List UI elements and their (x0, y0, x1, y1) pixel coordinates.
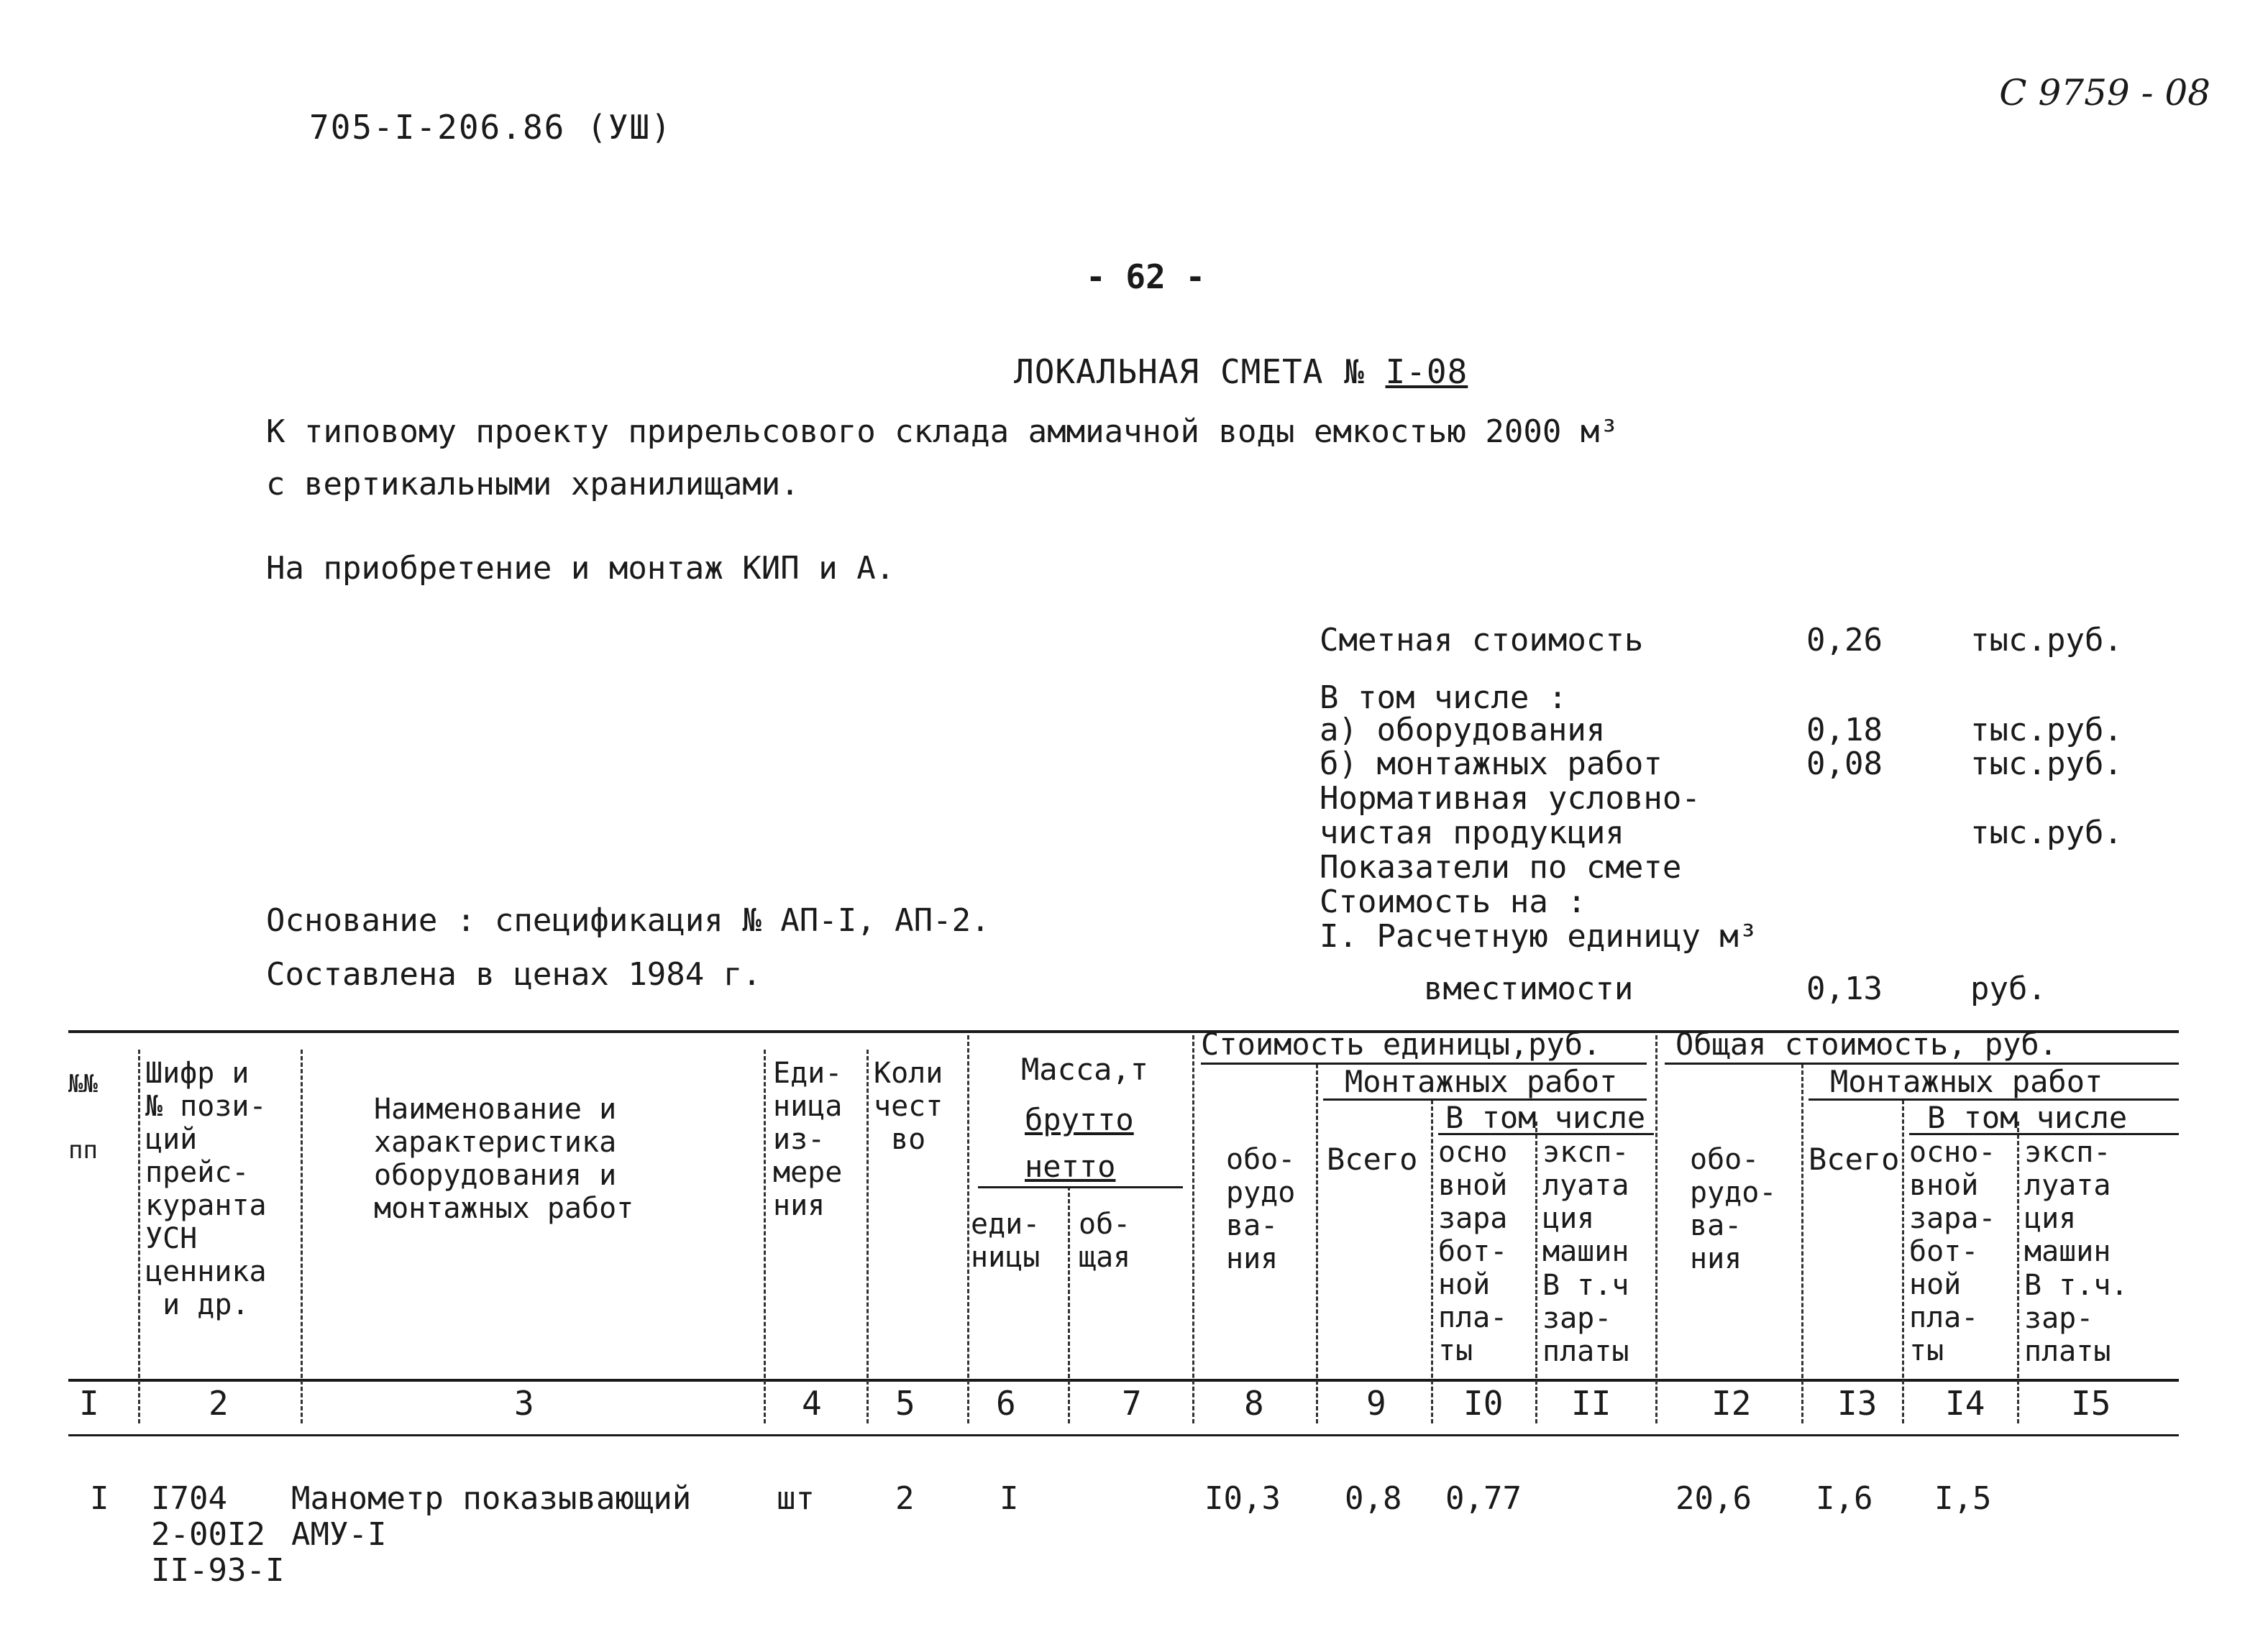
intro-line-1: К типовому проекту прирельсового склада аммиачной воды емкостью 2000 м³ (266, 413, 1619, 450)
column-number: I5 (2071, 1384, 2111, 1423)
cost-per-label: Стоимость на : (1320, 884, 1586, 920)
capacity-label: вместимости (1424, 971, 1634, 1007)
column-number: 5 (895, 1384, 915, 1423)
header-netto: нетто (1025, 1149, 1116, 1184)
header-unit-cost: Стоимость единицы,руб. (1201, 1027, 1601, 1062)
row-name: Манометр показывающий АМУ-I (291, 1480, 692, 1553)
including-label: В том числе : (1320, 679, 1568, 716)
header-total-cost: Общая стоимость, руб. (1675, 1027, 2058, 1062)
header-col-12: обо- рудо- ва- ния (1690, 1143, 1777, 1275)
header-col-1: №№ пп (68, 1070, 98, 1165)
title-prefix: ЛОКАЛЬНАЯ СМЕТА № (1014, 352, 1386, 391)
row-install-total: I,6 (1816, 1480, 1873, 1517)
row-number: I (90, 1480, 109, 1517)
header-mass: Масса,т (1021, 1052, 1149, 1087)
row-mass-unit: I (1000, 1480, 1019, 1517)
row-install-unit: 0,8 (1345, 1480, 1402, 1517)
header-col-15b: В т.ч. зар- платы (2024, 1269, 2128, 1368)
header-col-9: Всего (1327, 1142, 1418, 1177)
archive-stamp: С 9759 - 08 (1999, 72, 2210, 114)
row-equip-unit: I0,3 (1204, 1480, 1281, 1517)
header-col-6: еди- ницы (971, 1208, 1041, 1274)
intro-line-2: с вертикальными хранилищами. (266, 466, 800, 503)
title-number: I-08 (1385, 352, 1468, 391)
equipment-value: 0,18 (1806, 712, 1883, 748)
page-title (1014, 352, 1468, 391)
installation-label: б) монтажных работ (1320, 745, 1663, 782)
capacity-value: 0,13 (1806, 971, 1883, 1007)
mass-underline (978, 1186, 1183, 1188)
capacity-unit: руб. (1970, 971, 2047, 1007)
header-col-8: обо- рудо ва- ния (1226, 1143, 1296, 1275)
header-bottom-rule (68, 1379, 2179, 1382)
column-number: I4 (1945, 1384, 1985, 1423)
col-divider (1431, 1100, 1433, 1423)
installation-value: 0,08 (1806, 745, 1883, 782)
header-col-15: эксп- луата ция машин (2024, 1136, 2111, 1268)
header-col-13: Всего (1809, 1142, 1900, 1177)
header-unit-incl: В том числе (1445, 1100, 1646, 1135)
header-col-11: эксп- луата ция машин (1542, 1136, 1629, 1268)
col-divider (1192, 1035, 1194, 1423)
column-number-rule (68, 1434, 2179, 1436)
normative-unit: тыс.руб. (1970, 815, 2123, 851)
equipment-unit: тыс.руб. (1970, 712, 2123, 748)
unit-label: I. Расчетную единицу м³ (1320, 918, 1758, 955)
prices-line: Составлена в ценах 1984 г. (266, 956, 762, 993)
column-number: I2 (1711, 1384, 1752, 1423)
indicators-label: Показатели по смете (1320, 849, 1682, 886)
header-total-incl: В том числе (1927, 1100, 2128, 1135)
header-col-2: Шифр и № пози- ций прейс- куранта УСН ценника и др. (145, 1057, 267, 1321)
header-brutto: брутто (1025, 1102, 1134, 1137)
col-divider (1902, 1100, 1904, 1423)
row-unit: шт (777, 1480, 815, 1517)
col-divider (967, 1035, 969, 1423)
normative-label-2: чистая продукция (1320, 815, 1624, 851)
column-number: 6 (996, 1384, 1016, 1423)
estimated-cost-label: Сметная стоимость (1320, 622, 1644, 659)
header-col-3: Наименование и характеристика оборудования и монтажных работ (374, 1093, 634, 1225)
header-col-4: Еди- ница из- мере ния (773, 1057, 843, 1222)
installation-unit: тыс.руб. (1970, 745, 2123, 782)
basis-line: Основание : спецификация № АП-I, АП-2. (266, 902, 990, 939)
column-number: I3 (1837, 1384, 1878, 1423)
row-wages-total: I,5 (1934, 1480, 1992, 1517)
column-number: 3 (514, 1384, 534, 1423)
col-divider (764, 1050, 766, 1423)
column-number: I (79, 1384, 99, 1423)
row-wages-unit: 0,77 (1445, 1480, 1522, 1517)
col-divider (1068, 1186, 1070, 1423)
column-number: 2 (209, 1384, 229, 1423)
estimated-cost-value: 0,26 (1806, 622, 1883, 659)
col-divider (866, 1050, 869, 1423)
column-number: 7 (1122, 1384, 1142, 1423)
document-code: 705-I-206.86 (УШ) (309, 108, 672, 147)
col-divider (2017, 1121, 2019, 1423)
page-number: - 62 - (1086, 257, 1206, 296)
header-col-10: осно вной зара бот- ной пла- ты (1438, 1136, 1508, 1367)
row-qty: 2 (895, 1480, 915, 1517)
header-col-14: осно- вной зара- бот- ной пла- ты (1909, 1136, 1996, 1367)
col-divider (1316, 1064, 1318, 1423)
col-divider (301, 1050, 303, 1423)
column-number: II (1571, 1384, 1611, 1423)
equipment-label: а) оборудования (1320, 712, 1606, 748)
col-divider (1535, 1121, 1537, 1423)
normative-label-1: Нормативная условно- (1320, 780, 1701, 817)
intro-line-3: На приобретение и монтаж КИП и А. (266, 550, 895, 587)
col-divider (1655, 1035, 1657, 1423)
header-col-7: об- щая (1079, 1208, 1131, 1274)
column-number: 8 (1244, 1384, 1264, 1423)
estimated-cost-unit: тыс.руб. (1970, 622, 2123, 659)
header-unit-install: Монтажных работ (1345, 1064, 1618, 1099)
col-divider (138, 1050, 140, 1423)
row-equip-total: 20,6 (1675, 1480, 1752, 1517)
header-col-11b: В т.ч зар- платы (1542, 1269, 1629, 1368)
col-divider (1801, 1064, 1803, 1423)
header-col-5: Коли чест во (874, 1057, 943, 1156)
header-total-install: Монтажных работ (1830, 1064, 2103, 1099)
row-code: I704 2-00I2 II-93-I (151, 1480, 285, 1589)
column-number: 9 (1366, 1384, 1386, 1423)
column-number: I0 (1463, 1384, 1504, 1423)
column-number: 4 (802, 1384, 822, 1423)
